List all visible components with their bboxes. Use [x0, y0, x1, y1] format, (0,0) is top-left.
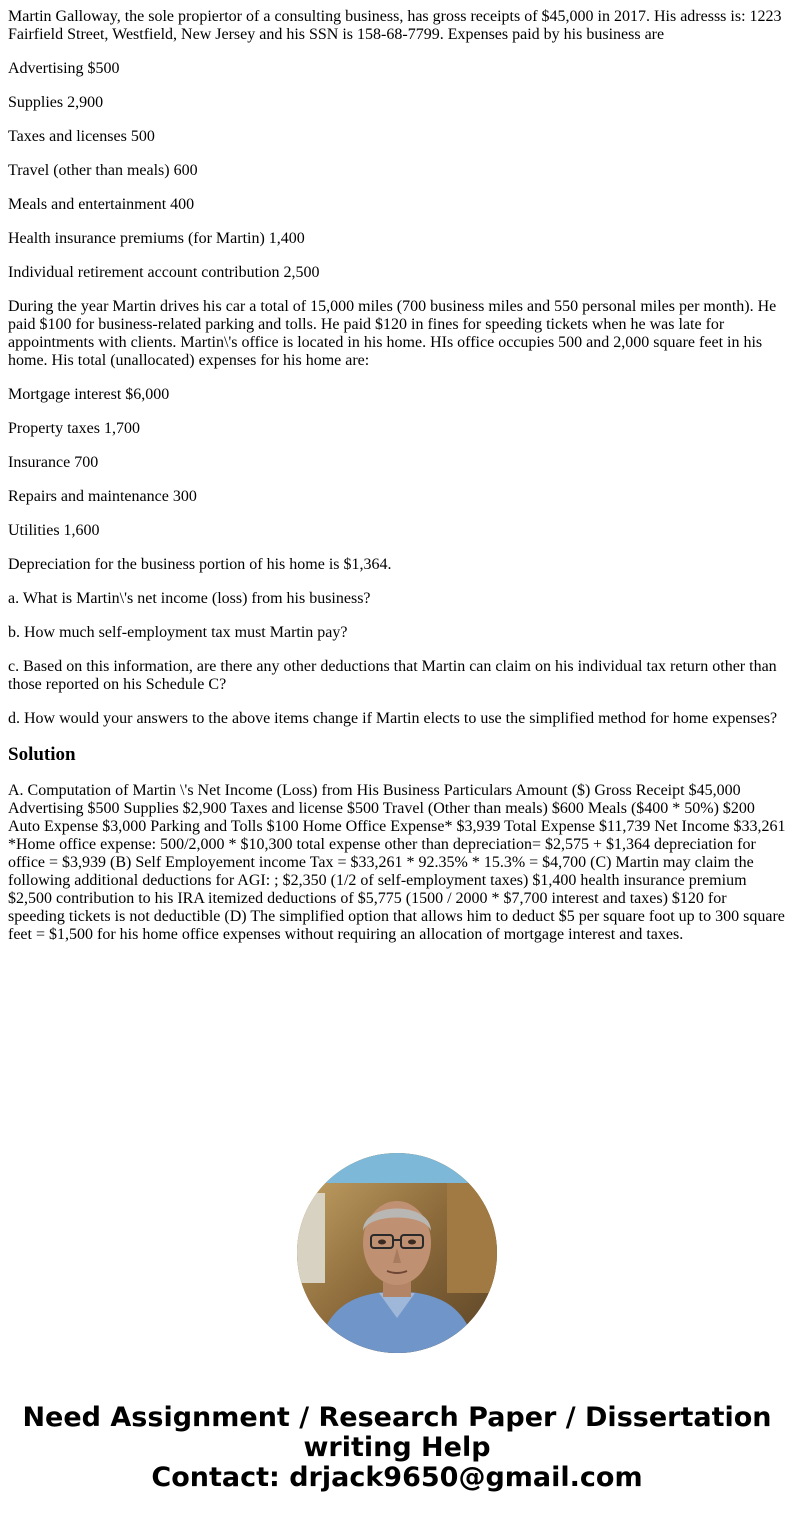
author-portrait-icon [297, 1153, 497, 1353]
home-expense-item: Repairs and maintenance 300 [8, 488, 197, 505]
promo-line-1: Need Assignment / Research Paper / Dissertation [22, 1402, 772, 1433]
question-part-b: b. How much self-employment tax must Martin pay? [8, 624, 348, 641]
solution-body: A. Computation of Martin \'s Net Income (Loss) from His Business Particulars Amount ($) Gross Receipt $45,000 Advertising $500 Supplies $2,900 Taxes and license $500 Travel (Other than meals) $600 Meals ($400 * 50%) $200 Auto Expense $3,000 Parking and Tolls $100 Home Office Expense* $3,939 Total Expense $11,739 Net Income $33,261 *Home office expense: 500/2,000 * $10,300 total expense other than depreciation= $2,575 + $1,364 depreciation for office = $3,939 (B) Self Employement income Tax = $33,261 * 92.35% * 15.3% = $4,700 (C) Martin may claim the following additional deductions for AGI: ; $2,350 (1/2 of self-employment taxes) $1,400 health insurance premium $2,500 contribution to his IRA itemized deductions of $5,775 (1500 / 2000 * $7,700 interest and taxes) $120 for speeding tickets is not deductible (D) The simplified option that allows him to deduct $5 per square foot up to 300 square feet = $1,500 for his home office expenses without requiring an allocation of mortgage interest and taxes. [8, 782, 786, 943]
question-part-d: d. How would your answers to the above items change if Martin elects to use the simplified method for home expenses? [8, 710, 778, 727]
driving-paragraph: During the year Martin drives his car a total of 15,000 miles (700 business miles and 550 personal miles per month). He paid $100 for business-related parking and tolls. He paid $120 in fines for speeding tickets when he was late for appointments with clients. Martin\'s office is located in his home. HIs office occupies 500 and 2,000 square feet in his home. His total (unallocated) expenses for his home are: [8, 298, 777, 369]
author-avatar [297, 1153, 497, 1353]
expense-item: Meals and entertainment 400 [8, 196, 195, 213]
home-expense-item: Mortgage interest $6,000 [8, 386, 170, 403]
home-expense-item: Insurance 700 [8, 454, 99, 471]
home-expense-item: Property taxes 1,700 [8, 420, 140, 437]
home-expense-item: Utilities 1,600 [8, 522, 100, 539]
promo-footer [0, 1403, 794, 1493]
question-content [8, 8, 786, 960]
question-part-a: a. What is Martin\'s net income (loss) from his business? [8, 590, 371, 607]
question-part-c: c. Based on this information, are there any other deductions that Martin can claim on his individual tax return other than those reported on his Schedule C? [8, 658, 777, 693]
expense-item: Travel (other than meals) 600 [8, 162, 198, 179]
question-intro: Martin Galloway, the sole propiertor of a consulting business, has gross receipts of $45,000 in 2017. His adresss is: 1223 Fairfield Street, Westfield, New Jersey and his SSN is 158-68-7799. Expenses paid by his business are [8, 8, 782, 43]
expense-item: Health insurance premiums (for Martin) 1,400 [8, 230, 305, 247]
solution-heading: Solution [8, 744, 76, 765]
promo-contact: Contact: drjack9650@gmail.com [151, 1462, 643, 1493]
promo-line-2: writing Help [303, 1432, 491, 1463]
expense-item: Individual retirement account contribution 2,500 [8, 264, 320, 281]
expense-item: Advertising $500 [8, 60, 120, 77]
expense-item: Taxes and licenses 500 [8, 128, 155, 145]
depreciation-note: Depreciation for the business portion of his home is $1,364. [8, 556, 392, 573]
expense-item: Supplies 2,900 [8, 94, 104, 111]
